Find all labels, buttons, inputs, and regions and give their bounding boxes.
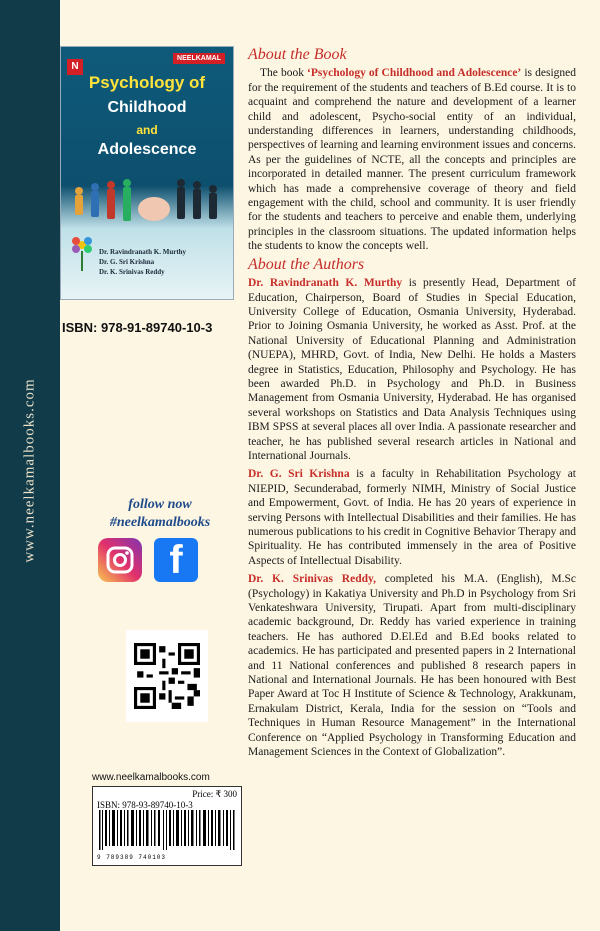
cover-title-line4: Adolescence — [97, 141, 197, 158]
publisher-logo-icon: N — [67, 59, 83, 75]
instagram-icon[interactable] — [98, 538, 142, 582]
barcode-isbn: ISBN: 978-93-89740-10-3 — [97, 800, 193, 810]
cover-authors: Dr. Ravindranath K. Murthy Dr. G. Sri Krishna Dr. K. Srinivas Reddy — [99, 248, 187, 276]
cover-title-line1: Psychology of — [88, 73, 206, 92]
author-bio-3: Dr. K. Srinivas Reddy, completed his M.A. (English), M.Sc (Psychology) in Kakatiya University and Ph.D in Psychology from Sri Venkateshwara University, Tirupati. Apart from multi-disciplinary academic background, Dr. Reddy has varied experience in training teachers. He has authored D.El.Ed and B.Ed books related to academics. He has participated and presented papers in 2 International and 11 National conferences and published 8 research papers in National and International Journals. He has been honoured with Best Paper Award at Toc H Institute of Science & Technology, Arakkunam, Ernakulam District, Kerala, India for the session on “Tools and Techniques in Human Resource Management” in the International Conference on “Applied Psychology in Transforming Education and Management Sciences in the Context of Globalization”. — [248, 573, 576, 759]
cover-title-line3: and — [136, 123, 158, 137]
text-column — [248, 48, 576, 764]
barcode-area — [92, 772, 242, 866]
barcode-icon — [97, 810, 237, 850]
social-icons — [98, 538, 198, 582]
price: Price: ₹ 300 — [192, 789, 237, 799]
author-bio-2: Dr. G. Sri Krishna is a faculty in Rehabilitation Psychology at NIEPID, Secunderabad, formerly NIMH, Ministry of Social Justice and Empowerment, Govt. of India. He has 20 years of experience in serving Persons with Intellectual Disabilities and their families. He has numerous publications to his credit in Cognitive Behavior Therapy and Spirituality. He has contributed immensely in the area of Positive Aspects of Intellectual Disability. — [248, 468, 576, 567]
flower-icon — [67, 233, 97, 273]
barcode-website: www.neelkamalbooks.com — [92, 772, 210, 783]
publisher-name: NEELKAMAL — [173, 53, 225, 64]
cover-thumbnail — [60, 46, 234, 300]
facebook-icon[interactable]: f — [154, 538, 198, 582]
spine — [0, 0, 60, 931]
qr-code-icon — [134, 643, 200, 709]
spine-website: www.neelkamalbooks.com — [21, 377, 38, 563]
cover-title-line2: Childhood — [107, 99, 187, 116]
isbn-label: ISBN: 978-91-89740-10-3 — [62, 320, 213, 335]
about-book-heading: About the Book — [248, 46, 347, 63]
author-bio-1: Dr. Ravindranath K. Murthy is presently Head, Department of Education, Chairperson, Board of Studies in Special Education, University College of Education, Osmania University, Hyderabad. Prior to Joining Osmania University, he worked as Asst. Prof. at the National University of Educational Planning and Administration (NUEPA), MHRD, Govt. of India, New Delhi. He holds a Masters degree in Statistics, Education, Philosophy and Psychology. He has been awarded Ph.D. in Psychology and Ph.D. in Business Management from Osmania University, Hyderabad. He has organised several workshops on Statistics and Data Analysis Techniques using IBM SPSS at several places all over India. A passionate researcher and teacher, he has published several research articles in National and International Journals. — [248, 277, 576, 462]
barcode-digits: 9 789389 740103 — [97, 854, 167, 861]
silhouettes-illustration — [69, 173, 229, 229]
follow-now: follow now #neelkamalbooks — [109, 497, 211, 530]
about-book-paragraph: The book ‘Psychology of Childhood and Adolescence’ is designed for the requirement of the students and teachers of B.Ed course. It is to acquaint and comprehend the nature and development of a learner child and adolescent, Psycho-social entity of an individual, understanding differences in learners, understanding childhoods, perspectives of learning and learning environment issues and concerns. As per the guidelines of NCTE, all the concepts and principles are incorporated in detailed manner. The present curriculum framework which has made a comprehensive coverage of theory and field engagement with the child, school and community. It is user friendly for the students and teachers to perceive and enable them, underlying principles in the classroom situations. The updated information helps the students to know the concepts well. — [248, 67, 576, 253]
qr-code — [126, 630, 208, 722]
about-authors-heading: About the Authors — [248, 255, 365, 273]
barcode-box — [92, 786, 242, 866]
